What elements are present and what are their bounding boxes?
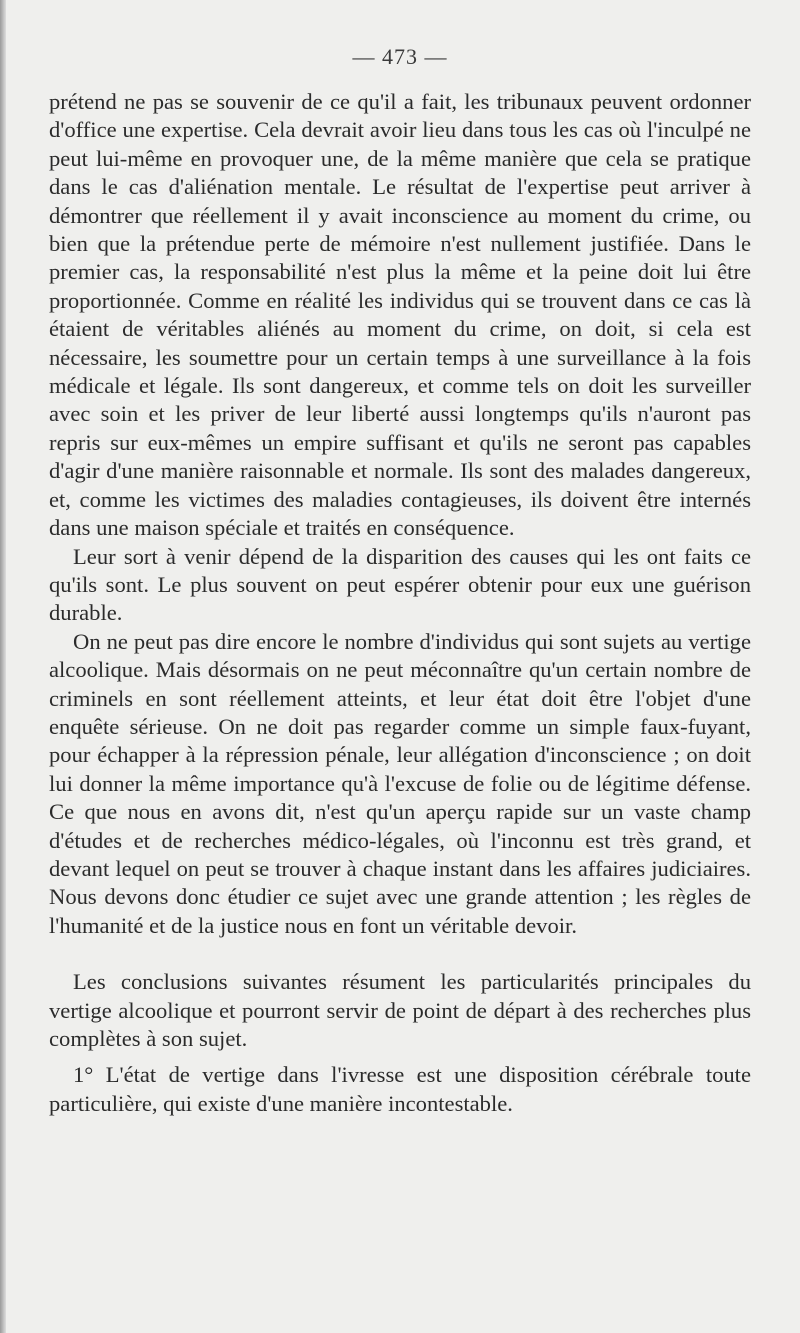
- page-binding-edge: [0, 0, 6, 1333]
- page-number: — 473 —: [352, 44, 448, 69]
- page-body: [49, 88, 751, 1118]
- paragraph: Leur sort à venir dépend de la disparition des causes qui les ont faits ce qu'ils sont. Le plus souvent on peut espérer obtenir pour eux une guérison durable.: [49, 543, 751, 626]
- paragraph: prétend ne pas se souvenir de ce qu'il a fait, les tribunaux peuvent ordonner d'office une expertise. Cela devrait avoir lieu dans tous les cas où l'inculpé ne peut lui-même en provoquer une, de la même manière que cela se pratique dans le cas d'aliénation mentale. Le résultat de l'expertise peut arriver à démontrer que réellement il y avait inconscience au moment du crime, ou bien que la prétendue perte de mémoire n'est nullement justifiée. Dans le premier cas, la responsabilité n'est plus la même et la peine doit lui être proportionnée. Comme en réalité les individus qui se trouvent dans ce cas là étaient de véritables aliénés au moment du crime, on doit, si cela est nécessaire, les soumettre pour un certain temps à une surveillance à la fois médicale et légale. Ils sont dangereux, et comme tels on doit les surveiller avec soin et les priver de leur liberté aussi longtemps qu'ils n'auront pas repris sur eux-mêmes un empire suffisant et qu'ils ne seront pas capables d'agir d'une manière raisonnable et normale. Ils sont des malades dangereux, et, comme les victimes des maladies contagieuses, ils doivent être internés dans une maison spéciale et traités en conséquence.: [49, 89, 751, 541]
- paragraph: 1° L'état de vertige dans l'ivresse est une disposition cérébrale toute particulière, qui existe d'une manière incontestable.: [49, 1062, 751, 1116]
- paragraph: Les conclusions suivantes résument les particularités principales du vertige alcoolique et pourront servir de point de départ à des recherches plus complètes à son sujet.: [49, 969, 751, 1051]
- paragraph: On ne peut pas dire encore le nombre d'individus qui sont sujets au vertige alcoolique. Mais désormais on ne peut méconnaître qu'un certain nombre de criminels en sont réellement atteints, et leur état doit être l'objet d'une enquête sérieuse. On ne doit pas regarder comme un simple faux-fuyant, pour échapper à la répression pénale, leur allégation d'inconscience ; on doit lui donner la même importance qu'à l'excuse de folie ou de légitime défense. Ce que nous en avons dit, n'est qu'un aperçu rapide sur un vaste champ d'études et de recherches médico-légales, où l'inconnu est très grand, et devant lequel on peut se trouver à chaque instant dans les affaires judiciaires. Nous devons donc étudier ce sujet avec une grande attention ; les règles de l'humanité et de la justice nous en font un véritable devoir.: [49, 628, 751, 938]
